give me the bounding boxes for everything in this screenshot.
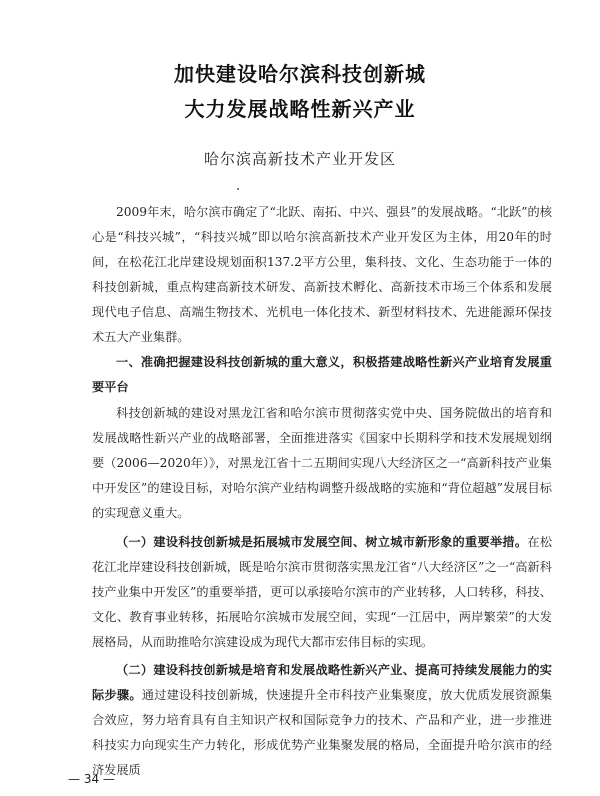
- paragraph-4: [92, 658, 552, 783]
- scan-speck: [237, 188, 239, 190]
- paragraph-2: 科技创新城的建设对黑龙江省和哈尔滨市贯彻落实党中央、国务院做出的培育和发展战略性新兴产业的战略部署，全面推进落实《国家中长期科学和技术发展规划纲要（2006—2020年）》，对黑龙江省十二五期间实现八大经济区之一“高新科技产业集中开发区”的建设目标，对哈尔滨产业结构调整升级战略的实施和“背位超越”发展目标的实现意义重大。: [92, 406, 552, 520]
- document-author: 哈尔滨高新技术产业开发区: [203, 150, 396, 168]
- page-number: — 34 —: [68, 772, 115, 786]
- paragraph-4-body: 通过建设科技创新城，快速提升全市科技产业集聚度，放大优质发展资源集合效应，努力培育具有自主知识产权和国际竞争力的技术、产品和产业，进一步推进科技实力向现实生产力转化，形成优势产业集聚发展的格局，全面提升哈尔滨市的经济发展质: [92, 688, 553, 777]
- document-title-line1: 加快建设哈尔滨科技创新城: [174, 62, 426, 86]
- paragraph-1: 2009年末，哈尔滨市确定了“北跃、南拓、中兴、强县”的发展战略。“北跃”的核心是“科技兴城”，“科技兴城”即以哈尔滨高新技术产业开发区为主体，用20年的时间，在松花江北岸建设规划面积137.2平方公里，集科技、文化、生态功能于一体的科技创新城，重点构建高新技术研发、高新技术孵化、高新技术市场三个体系和发展现代电子信息、高端生物技术、光机电一体化技术、新型材料技术、先进能源环保技术五大产业集群。: [92, 205, 552, 344]
- paragraph-3-lead: （一）建设科技创新城是拓展城市发展空间、树立城市新形象的重要举措。: [116, 535, 528, 549]
- paragraph-3-body: 在松花江北岸建设科技创新城，既是哈尔滨市贯彻落实黑龙江省“八大经济区”之一“高新科技产业集中开发区”的重要举措，更可以承接哈尔滨市的产业转移，人口转移，科技、文化、教育事业转移，拓展哈尔滨城市发展空间，实现“一江居中，两岸繁荣”的大发展格局，从而助推哈尔滨建设成为现代大都市宏伟目标的实现。: [92, 535, 553, 649]
- paragraph-4-lead: （二）建设科技创新城是培育和发展战略性新兴产业、提高可持续发展能力的实际步骤。: [92, 663, 552, 702]
- document-title-line2: 大力发展战略性新兴产业: [184, 97, 416, 121]
- section-heading-1: 一、准确把握建设科技创新城的重大意义，积极搭建战略性新兴产业培育发展重要平台: [92, 355, 552, 394]
- paragraph-3: [92, 530, 552, 655]
